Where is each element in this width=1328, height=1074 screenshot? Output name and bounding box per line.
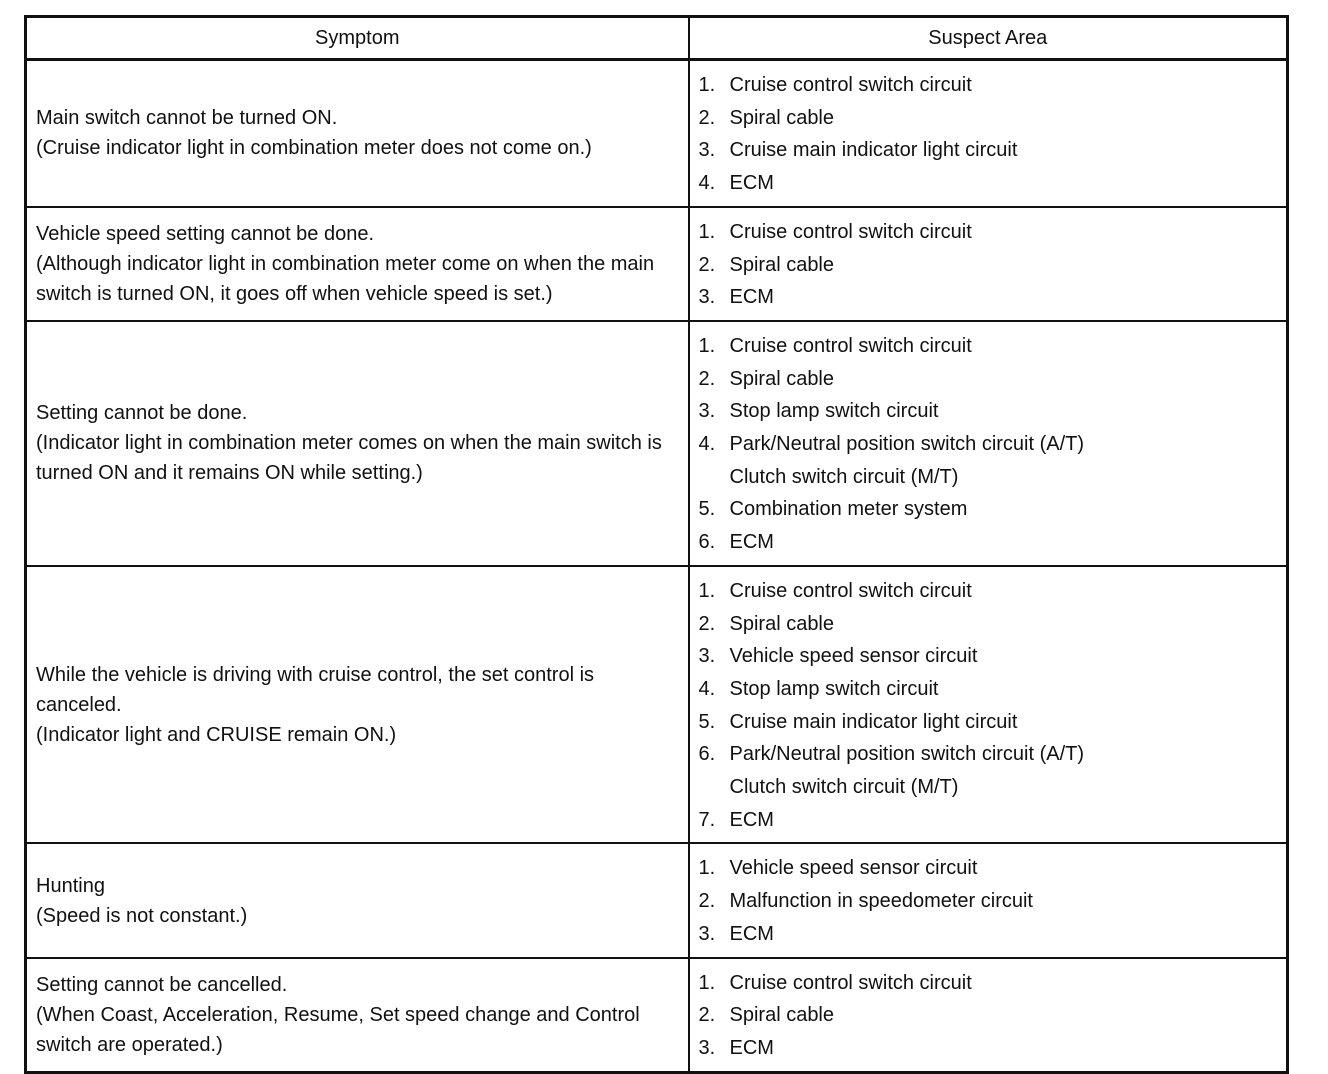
item-number: 6.: [698, 743, 716, 766]
item-text: Spiral cable: [729, 367, 835, 390]
suspect-area-cell: [689, 321, 1288, 566]
list-item: [699, 852, 1287, 885]
symptom-text: Setting cannot be cancelled.: [36, 973, 288, 996]
item-text: Stop lamp switch circuit: [729, 677, 939, 700]
symptom-text: (Although indicator light in combination meter come on when the main switch is turned ON, it goes off when vehicle speed is set.): [36, 252, 660, 305]
item-number: 1.: [698, 220, 716, 243]
item-text: Malfunction in speedometer circuit: [729, 890, 1033, 913]
item-text: Cruise control switch circuit: [729, 334, 972, 357]
symptom-cell: [26, 321, 689, 566]
item-number: 5.: [698, 498, 716, 521]
list-item: [699, 738, 1287, 803]
item-number: 2.: [698, 253, 716, 276]
symptom-cell: [26, 566, 689, 844]
item-text: Vehicle speed sensor circuit: [729, 857, 978, 880]
item-number: 3.: [698, 139, 716, 162]
item-text: Spiral cable: [729, 106, 835, 129]
list-item: [699, 281, 1287, 314]
item-number: 4.: [698, 433, 716, 456]
item-text: Spiral cable: [729, 1004, 835, 1027]
symptom-header: Symptom: [26, 17, 689, 60]
list-item: [699, 216, 1287, 249]
symptom-text: Hunting: [36, 874, 105, 897]
item-text: Cruise main indicator light circuit: [729, 710, 1018, 733]
list-item: [699, 69, 1287, 102]
list-item: [699, 885, 1287, 918]
item-number: 2.: [698, 106, 716, 129]
item-number: 2.: [698, 1004, 716, 1027]
table-row: [26, 958, 1288, 1073]
item-subtext: Clutch switch circuit (M/T): [729, 465, 959, 488]
list-item: [699, 999, 1287, 1032]
list-item: [699, 804, 1287, 837]
item-number: 5.: [698, 710, 716, 733]
list-item: [699, 526, 1287, 559]
symptom-text: Setting cannot be done.: [36, 402, 248, 425]
list-item: [699, 167, 1287, 200]
list-item: [699, 395, 1287, 428]
item-number: 4.: [698, 172, 716, 195]
table-row: [26, 207, 1288, 321]
item-text: Cruise control switch circuit: [729, 579, 972, 602]
list-item: [699, 249, 1287, 282]
item-text: ECM: [729, 922, 774, 945]
list-item: [699, 673, 1287, 706]
table-row: [26, 60, 1288, 207]
item-number: 3.: [698, 1036, 716, 1059]
item-text: ECM: [729, 286, 774, 309]
header-row: [26, 17, 1288, 60]
suspect-area-header: Suspect Area: [689, 17, 1288, 60]
symptom-text: (Cruise indicator light in combination meter does not come on.): [36, 137, 592, 160]
item-number: 1.: [698, 334, 716, 357]
symptom-text: Vehicle speed setting cannot be done.: [36, 222, 375, 245]
symptom-text: (Indicator light in combination meter comes on when the main switch is turned ON and it remains ON while setting.): [36, 432, 668, 485]
item-text: Park/Neutral position switch circuit (A/T): [729, 743, 1085, 766]
item-number: 3.: [698, 922, 716, 945]
list-item: [699, 428, 1287, 493]
suspect-area-list: [690, 61, 1287, 206]
item-text: Park/Neutral position switch circuit (A/T): [729, 433, 1085, 456]
symptom-text: (Indicator light and CRUISE remain ON.): [36, 723, 397, 746]
suspect-area-cell: [689, 207, 1288, 321]
suspect-area-list: [690, 322, 1287, 565]
item-number: 2.: [698, 890, 716, 913]
item-number: 1.: [698, 971, 716, 994]
item-text: Stop lamp switch circuit: [729, 400, 939, 423]
symptom-cell: [26, 843, 689, 957]
table-row: [26, 321, 1288, 566]
symptom-text: (When Coast, Acceleration, Resume, Set speed change and Control switch are operated.): [36, 1003, 646, 1056]
list-item: [699, 1032, 1287, 1065]
list-item: [699, 967, 1287, 1000]
suspect-area-list: [690, 844, 1287, 956]
item-number: 1.: [698, 579, 716, 602]
item-text: Cruise main indicator light circuit: [729, 139, 1018, 162]
list-item: [699, 330, 1287, 363]
item-text: ECM: [729, 1036, 774, 1059]
item-subtext: Clutch switch circuit (M/T): [729, 776, 959, 799]
item-number: 7.: [698, 808, 716, 831]
item-number: 3.: [698, 645, 716, 668]
suspect-area-list: [690, 567, 1287, 843]
suspect-area-cell: [689, 958, 1288, 1073]
item-text: Vehicle speed sensor circuit: [729, 645, 978, 668]
item-text: ECM: [729, 808, 774, 831]
item-text: Cruise control switch circuit: [729, 971, 972, 994]
list-item: [699, 363, 1287, 396]
suspect-area-cell: [689, 843, 1288, 957]
item-text: Spiral cable: [729, 253, 835, 276]
symptom-text: While the vehicle is driving with cruise control, the set control is canceled.: [36, 663, 600, 716]
list-item: [699, 706, 1287, 739]
item-number: 3.: [698, 400, 716, 423]
list-item: [699, 608, 1287, 641]
symptom-cell: [26, 60, 689, 207]
symptom-cell: [26, 207, 689, 321]
list-item: [699, 640, 1287, 673]
item-number: 1.: [698, 857, 716, 880]
item-number: 4.: [698, 677, 716, 700]
item-number: 6.: [698, 531, 716, 554]
table-row: [26, 843, 1288, 957]
symptom-table: [24, 15, 1289, 1074]
list-item: [699, 493, 1287, 526]
list-item: [699, 102, 1287, 135]
item-text: ECM: [729, 172, 774, 195]
item-number: 2.: [698, 367, 716, 390]
suspect-area-list: [690, 208, 1287, 320]
item-text: Spiral cable: [729, 612, 835, 635]
item-text: Cruise control switch circuit: [729, 74, 972, 96]
item-number: 3.: [698, 286, 716, 309]
symptom-cell: [26, 958, 689, 1073]
list-item: [699, 918, 1287, 951]
suspect-area-cell: [689, 60, 1288, 207]
symptom-text: Main switch cannot be turned ON.: [36, 107, 338, 130]
item-text: ECM: [729, 531, 774, 554]
item-number: 1.: [698, 74, 716, 96]
list-item: [699, 134, 1287, 167]
list-item: [699, 575, 1287, 608]
symptom-text: (Speed is not constant.): [36, 904, 248, 927]
suspect-area-cell: [689, 566, 1288, 844]
table-body: [26, 60, 1288, 1073]
item-text: Combination meter system: [729, 498, 968, 521]
table-row: [26, 566, 1288, 844]
item-text: Cruise control switch circuit: [729, 220, 972, 243]
item-number: 2.: [698, 612, 716, 635]
